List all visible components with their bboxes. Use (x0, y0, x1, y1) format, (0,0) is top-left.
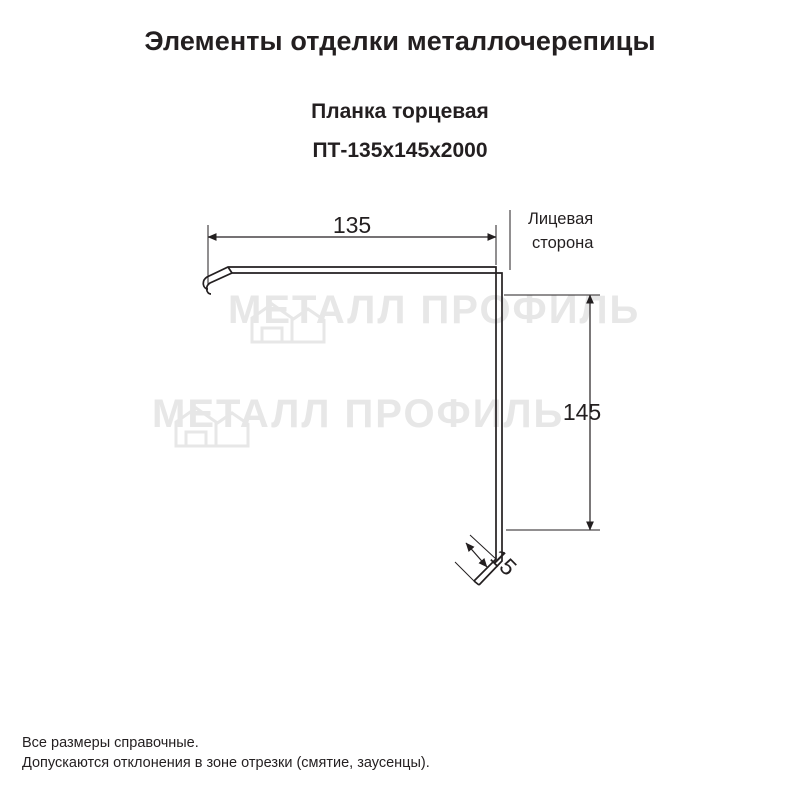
dimension-lip-label: 15 (485, 544, 522, 581)
page-title: Элементы отделки металлочерепицы (144, 26, 656, 56)
face-side-callout-line2: сторона (532, 234, 594, 252)
watermark-text-top: МЕТАЛЛ ПРОФИЛЬ (228, 288, 641, 332)
technical-drawing (0, 170, 800, 640)
face-side-callout (510, 210, 594, 270)
watermark-text-bottom: МЕТАЛЛ ПРОФИЛЬ (152, 392, 565, 436)
dimension-width-label: 135 (332, 212, 372, 238)
product-code: ПТ-135х145х2000 (312, 139, 488, 162)
dimension-width (208, 212, 496, 285)
profile-outline (203, 267, 502, 585)
footnotes (22, 733, 430, 773)
footnote-line-2: Допускаются отклонения в зоне отрезки (смятие, заусенцы). (22, 755, 430, 771)
product-name: Планка торцевая (311, 100, 489, 123)
footnote-line-1: Все размеры справочные. (22, 735, 199, 751)
dimension-height (504, 295, 601, 530)
dimension-height-label: 145 (562, 399, 602, 425)
face-side-callout-line1: Лицевая (528, 210, 594, 228)
